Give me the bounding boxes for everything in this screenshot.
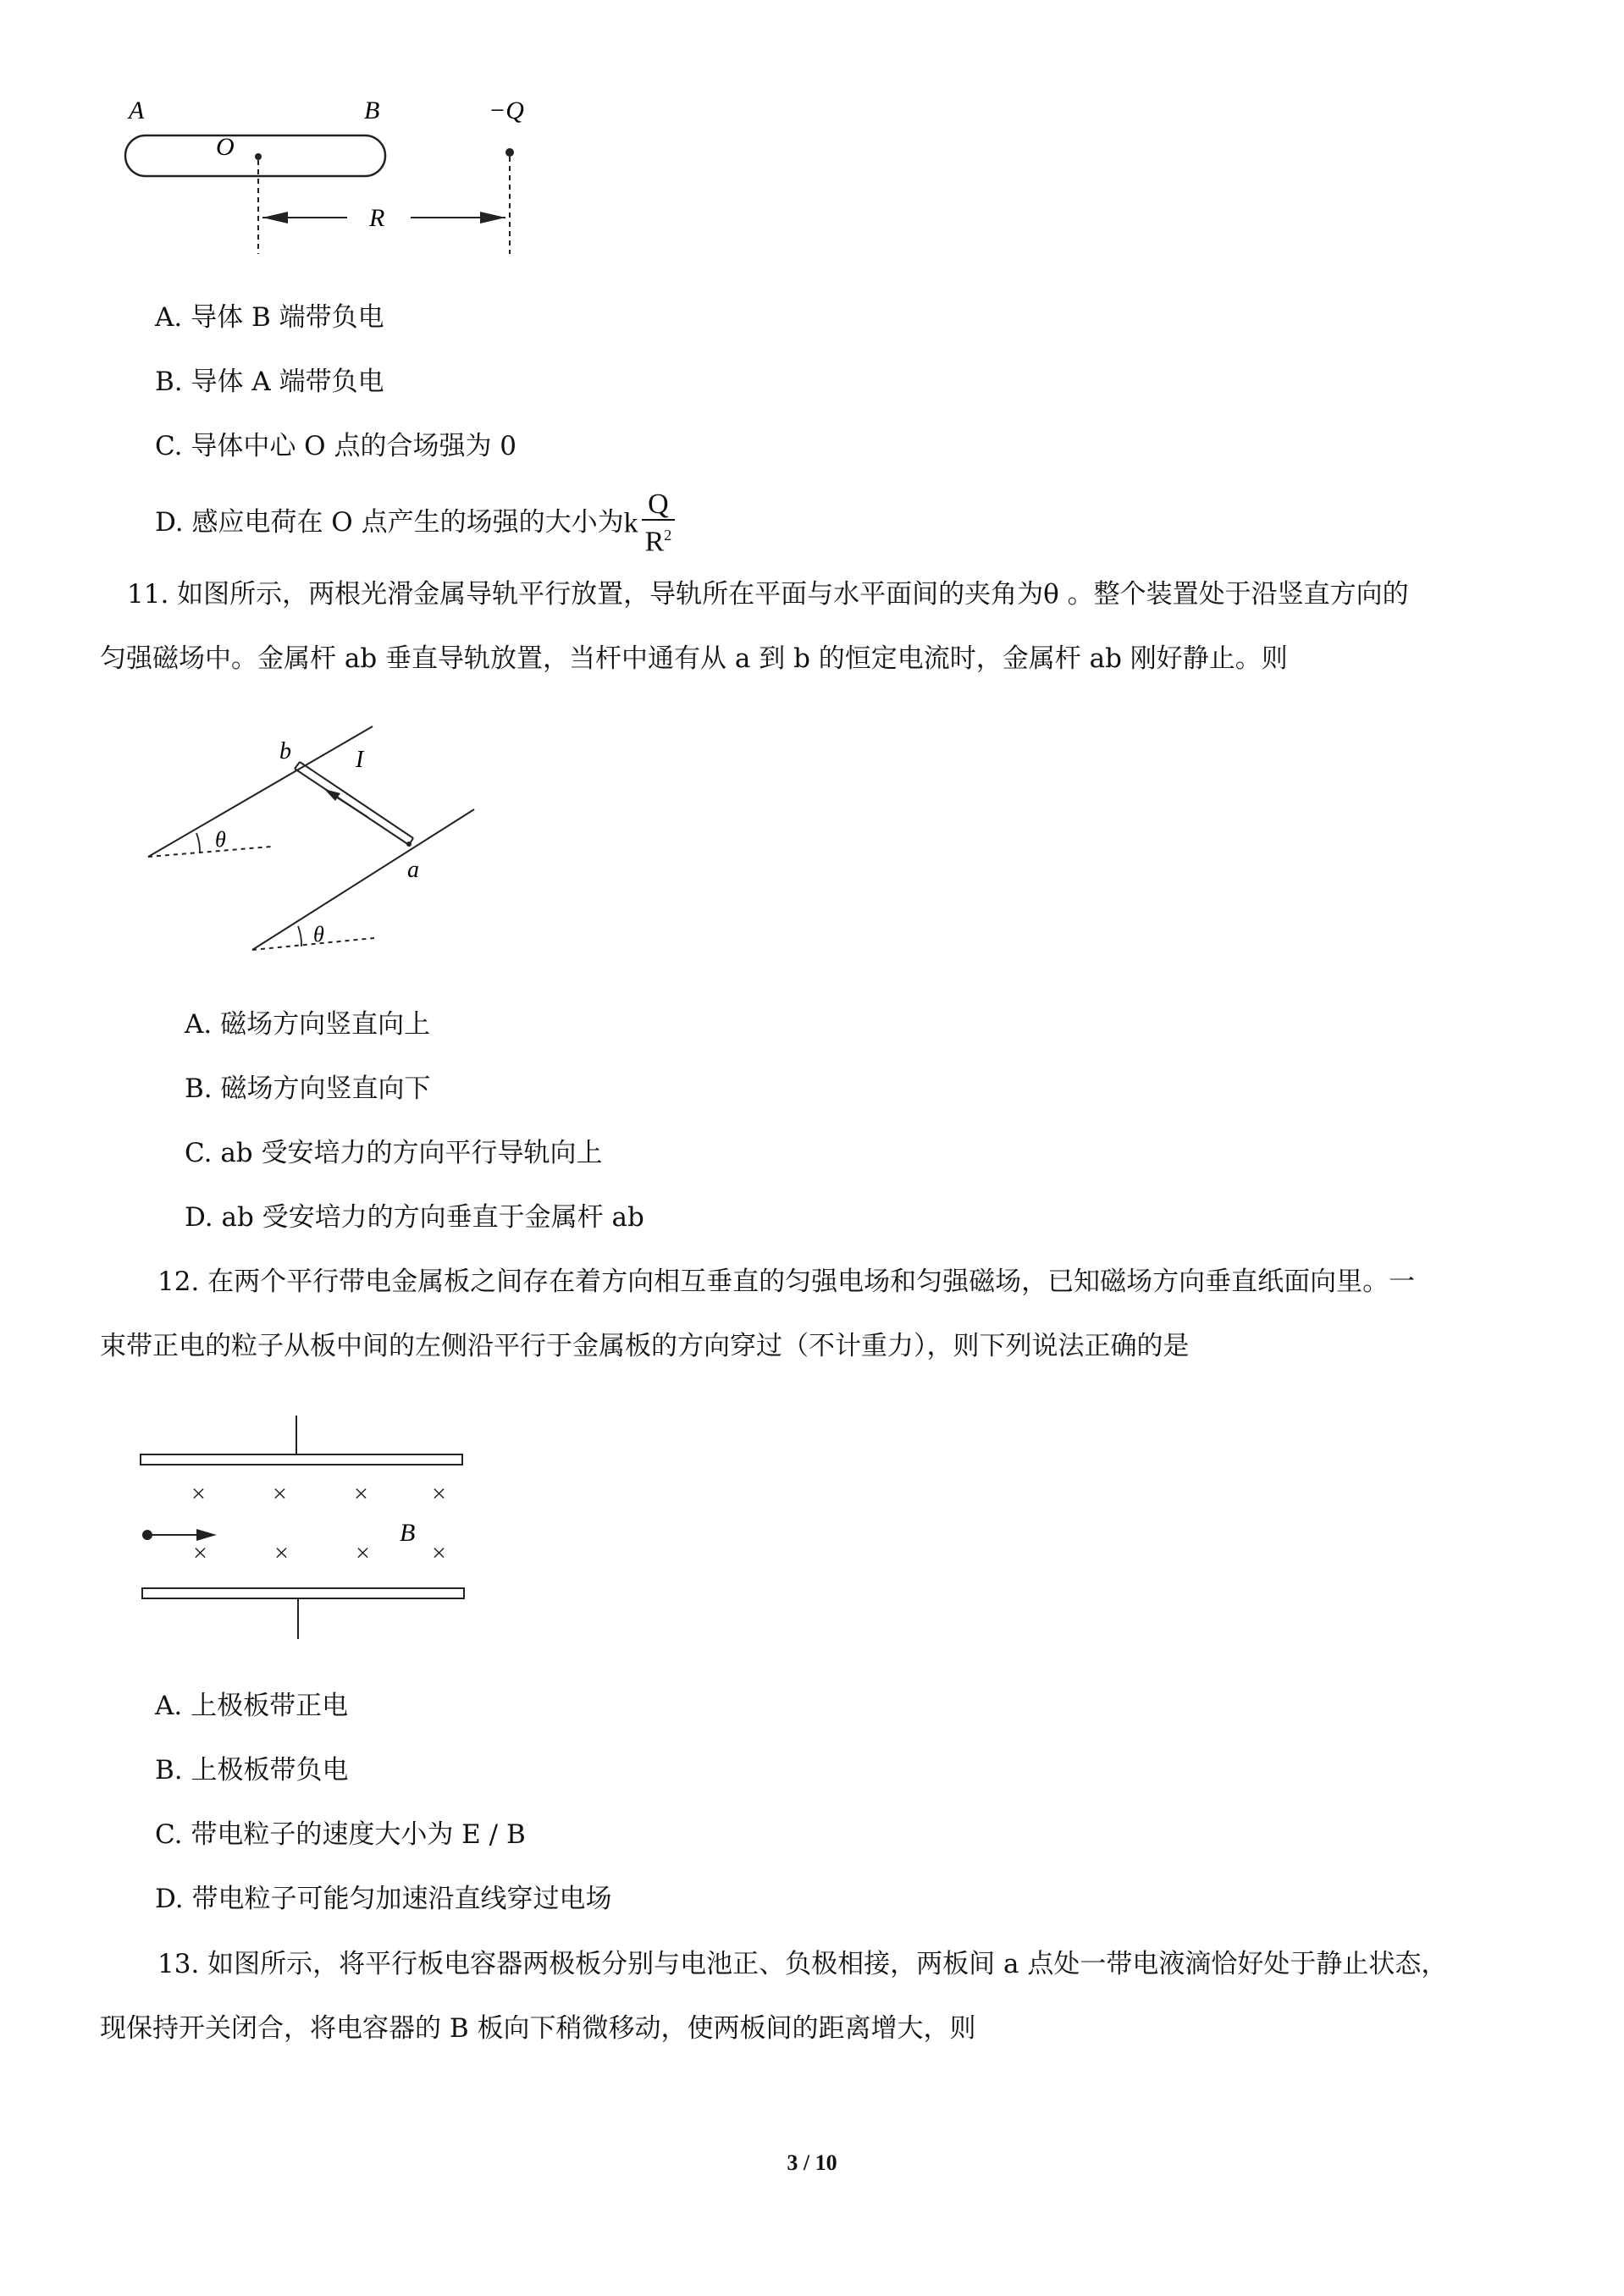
- page-number: 3 / 10: [787, 2150, 837, 2175]
- label-b: B: [364, 97, 380, 124]
- field-cross: ×: [356, 1539, 370, 1567]
- formula-den-base: R: [644, 526, 665, 558]
- q12-line-1: 12. 在两个平行带电金属板之间存在着方向相互垂直的匀强电场和匀强磁场，已知磁场方向垂直纸面向里。一: [157, 1267, 1416, 1297]
- formula-numerator: Q: [642, 490, 676, 521]
- field-cross: ×: [191, 1480, 206, 1508]
- angle-arc-upper: [196, 833, 200, 853]
- figure-inclined-rails: [144, 711, 500, 965]
- figure-velocity-selector: [135, 1414, 474, 1651]
- point-o: [255, 153, 262, 160]
- label-i: I: [356, 747, 364, 773]
- lower-plate: [142, 1588, 464, 1598]
- figure-conductor-charge: [119, 89, 559, 258]
- arrow-right-head: [480, 212, 505, 224]
- q12-option-a: A. 上极板带正电: [155, 1691, 349, 1721]
- label-a: a: [407, 857, 419, 883]
- label-minus-q: −Q: [489, 97, 524, 124]
- label-theta-lower: θ: [313, 922, 324, 947]
- q11-option-c: C. ab 受安培力的方向平行导轨向上: [185, 1138, 603, 1168]
- label-a: A: [129, 97, 145, 124]
- q11-option-a: A. 磁场方向竖直向上: [185, 1009, 431, 1040]
- q10-option-d: [155, 489, 675, 557]
- q12-option-c: C. 带电粒子的速度大小为 E / B: [155, 1819, 526, 1850]
- q10-option-d-text: D. 感应电荷在 O 点产生的场强的大小为: [155, 507, 624, 538]
- q11-line-1: 11. 如图所示，两根光滑金属导轨平行放置，导轨所在平面与水平面间的夹角为θ 。整个装置处于沿竖直方向的: [127, 579, 1409, 610]
- horizontal-dashed-upper: [148, 847, 271, 857]
- field-cross: ×: [273, 1480, 287, 1508]
- q10-option-a: A. 导体 B 端带负电: [155, 302, 384, 333]
- q13-line-2: 现保持开关闭合，将电容器的 B 板向下稍微移动，使两板间的距离增大，则: [100, 2013, 976, 2044]
- formula-k: k: [623, 507, 638, 539]
- q10-option-b: B. 导体 A 端带负电: [155, 367, 384, 397]
- formula-denominator: [642, 521, 676, 556]
- particle: [142, 1530, 152, 1540]
- field-cross: ×: [432, 1480, 446, 1508]
- q11-option-d: D. ab 受安培力的方向垂直于金属杆 ab: [185, 1202, 644, 1233]
- formula-fraction: [642, 490, 676, 556]
- label-b: B: [400, 1519, 416, 1547]
- rod-edge-2: [300, 762, 413, 838]
- q12-line-2: 束带正电的粒子从板中间的左侧沿平行于金属板的方向穿过（不计重力），则下列说法正确的是: [100, 1331, 1190, 1361]
- field-cross: ×: [274, 1539, 289, 1567]
- q13-line-1: 13. 如图所示，将平行板电容器两极板分别与电池正、负极相接，两板间 a 点处一带电液滴恰好处于静止状态，: [157, 1949, 1448, 1979]
- field-cross: ×: [432, 1539, 446, 1567]
- rod-end-b: [295, 762, 300, 769]
- label-o: O: [216, 133, 235, 161]
- formula-den-exp: 2: [664, 527, 672, 544]
- arrow-left-head: [262, 212, 288, 224]
- point-charge: [505, 148, 514, 157]
- upper-plate: [141, 1454, 462, 1465]
- rail-upper: [148, 726, 373, 857]
- label-b: b: [279, 738, 291, 764]
- angle-arc-lower: [298, 926, 301, 947]
- field-cross: ×: [354, 1480, 368, 1508]
- current-arrow-head: [324, 789, 340, 801]
- label-r: R: [369, 204, 385, 232]
- q12-option-d: D. 带电粒子可能匀加速沿直线穿过电场: [155, 1884, 612, 1914]
- point-a: [406, 842, 412, 847]
- q12-option-b: B. 上极板带负电: [155, 1755, 349, 1785]
- q11-option-b: B. 磁场方向竖直向下: [185, 1073, 431, 1104]
- q11-line-2: 匀强磁场中。金属杆 ab 垂直导轨放置，当杆中通有从 a 到 b 的恒定电流时，金属杆 ab 刚好静止。则: [100, 643, 1288, 674]
- q10-option-c: C. 导体中心 O 点的合场强为 0: [155, 431, 517, 461]
- label-theta-upper: θ: [215, 827, 226, 852]
- field-cross: ×: [193, 1539, 207, 1567]
- rail-lower: [252, 809, 474, 950]
